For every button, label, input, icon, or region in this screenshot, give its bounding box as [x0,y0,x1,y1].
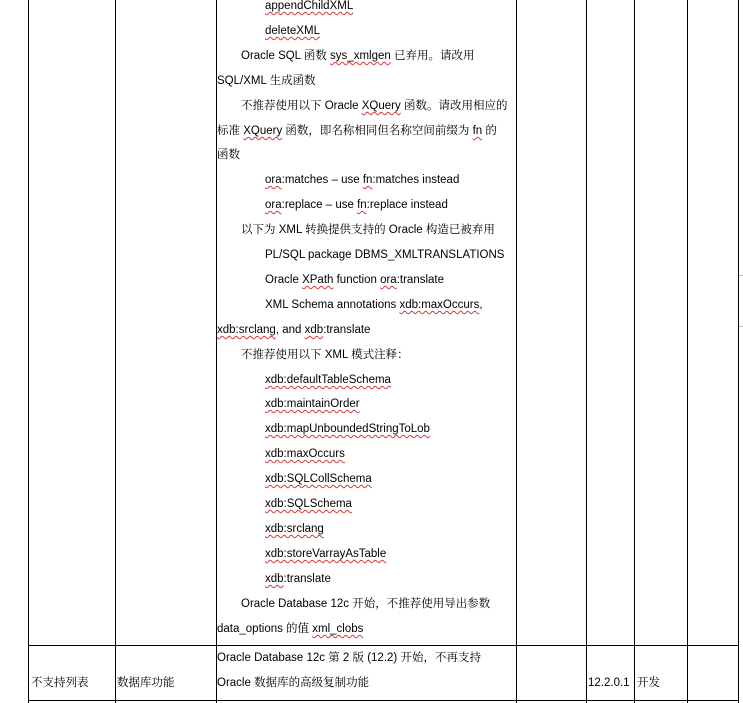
description-line [217,123,497,139]
row-border [28,645,739,646]
text-segment: 函数 [217,149,240,161]
spellcheck-term: deleteXML [265,25,320,37]
text-segment: Oracle SQL 函数 [241,50,331,62]
spellcheck-term: ora [380,274,397,286]
spellcheck-term: xdb:SQLSchema [265,498,352,510]
description-line [265,396,360,412]
text-segment: :translate [283,573,331,585]
spellcheck-term: xdb:SQLCollSchema [265,473,372,485]
margin-marker [739,326,743,327]
text-segment: , and [275,324,305,336]
description-line [217,322,370,338]
status-cell: 开发 [637,677,660,689]
text-segment: data_options 的值 [217,623,313,635]
col-border [216,0,217,703]
description-line [241,98,507,114]
spellcheck-term: xdb [304,324,324,336]
spellcheck-term: xdb:maintainOrder [265,398,360,410]
text-segment: 的 [482,125,497,137]
description-line [265,247,504,263]
description-line [265,372,391,388]
spellcheck-term: xdb:maxOccurs [265,448,345,460]
spellcheck-term: ora [265,174,282,186]
spellcheck-term: fn [357,199,367,211]
description-line: Oracle 数据库的高级复制功能 [217,677,370,689]
description-line [265,446,345,462]
description-line [241,596,490,612]
spellcheck-term: xdb:mapUnboundedStringToLob [265,423,430,435]
spellcheck-term: xdb:maxOccurs [399,299,480,311]
col-border [687,0,688,703]
text-segment: 已弃用。请改用 [390,50,475,62]
text-segment: , [479,299,483,311]
spellcheck-term: appendChildXML [265,0,354,12]
text-segment: :translate [396,274,445,286]
col-border [115,0,116,703]
spellcheck-term: sys_xmlgen [330,50,391,62]
spellcheck-term: ora [265,199,282,211]
text-segment: :matches instead [372,174,460,186]
spellcheck-term: xml_clobs [312,623,364,635]
spellcheck-term: XQuery [243,125,283,137]
spellcheck-term: xdb:srclang [217,324,276,336]
description-line [265,297,483,313]
col-border [516,0,517,703]
description-line [265,546,386,562]
category-cell: 不支持列表 [31,677,89,689]
spellcheck-term: XPath [302,274,334,286]
spellcheck-term: xdb:srclang [265,523,324,535]
text-segment: :replace – use [281,199,358,211]
text-segment: :replace instead [366,199,448,211]
col-border [28,0,29,703]
description-line [241,222,495,238]
col-border [738,0,739,703]
col-border [634,0,635,703]
text-segment: 函数。请改用相应的 [400,100,508,112]
description-line: Oracle Database 12c 第 2 版 (12.2) 开始，不再支持 [217,652,481,664]
spellcheck-term: fn [362,174,373,186]
description-line [265,571,331,587]
description-line [265,172,459,188]
description-line [217,621,363,637]
text-segment: PL/SQL package DBMS_XMLTRANSLATIONS [265,249,505,261]
feature-cell: 数据库功能 [117,677,175,689]
description-line [217,147,240,163]
description-line [265,197,448,213]
text-segment: Oracle Database 12c 开始，不推荐使用导出参数 [241,598,491,610]
spellcheck-term: fn [472,125,483,137]
description-line [241,48,474,64]
text-segment: :matches – use [281,174,363,186]
description-line [265,0,353,14]
spellcheck-term: xdb:defaultTableSchema [265,374,391,386]
margin-marker [739,275,743,276]
description-line [265,272,444,288]
text-segment: 不推荐使用以下 Oracle [241,100,362,112]
spellcheck-term: XQuery [361,100,401,112]
description-line [241,347,409,363]
description-line [265,496,352,512]
description-line [265,471,372,487]
version-cell: 12.2.0.1 [588,677,630,689]
spellcheck-term: xdb [265,573,284,585]
col-border [586,0,587,703]
description-line [265,521,324,537]
text-segment: function [333,274,381,286]
row-border [28,700,739,701]
description-line [265,421,430,437]
text-segment: XML Schema annotations [265,299,400,311]
spellcheck-term: xdb:storeVarrayAsTable [265,548,387,560]
text-segment: SQL/XML 生成函数 [217,75,316,87]
text-segment: 函数，即名称相同但名称空间前缀为 [282,125,473,137]
text-segment: 不推荐使用以下 XML 模式注释： [241,349,409,361]
description-line [265,23,320,39]
text-segment: :translate [323,324,371,336]
description-line [217,73,316,89]
text-segment: 以下为 XML 转换提供支持的 Oracle 构造已被弃用 [241,224,495,236]
text-segment: 标准 [217,125,244,137]
text-segment: Oracle [265,274,303,286]
